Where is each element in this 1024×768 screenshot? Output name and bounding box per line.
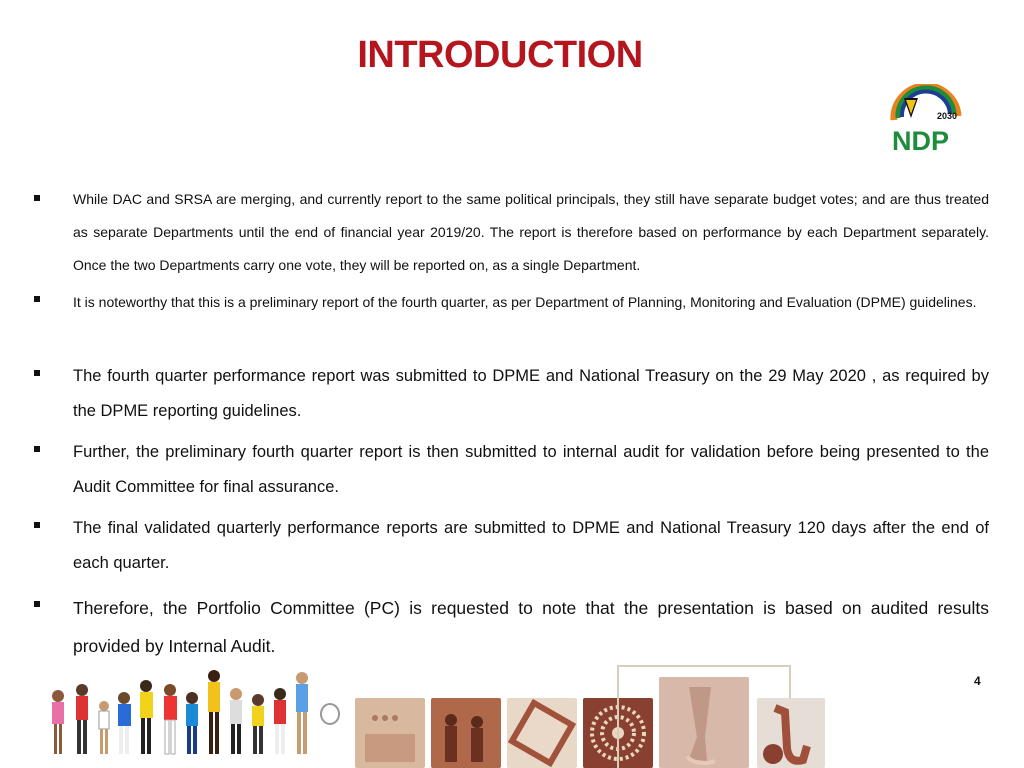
bullet-marker <box>34 370 40 376</box>
bullet-marker <box>34 296 40 302</box>
bullet-marker <box>34 195 40 201</box>
bullet-text: Further, the preliminary fourth quarter report is then submitted to internal audit for validation before being presented to the Audit Committee for final assurance. <box>73 443 989 496</box>
bullet-text: The fourth quarter performance report was submitted to DPME and National Treasury on the 29 May 2020 , as required by the DPME reporting guidelines. <box>73 367 989 420</box>
bullet-text: Therefore, the Portfolio Committee (PC) is requested to note that the presentation is based on audited results provided by Internal Audit. <box>73 598 989 656</box>
dancers-image <box>431 698 501 768</box>
page-number: 4 <box>974 674 981 688</box>
bullet-text: It is noteworthy that this is a preliminary report of the fourth quarter, as per Department of Planning, Monitoring and Evaluation (DPME) guidelines. <box>73 294 977 310</box>
slide-title: INTRODUCTION <box>357 34 643 76</box>
logo-brand: NDP <box>892 126 950 156</box>
logo-year: 2030 <box>937 111 958 121</box>
film-reel-image <box>507 698 577 768</box>
ballet-image <box>659 677 749 768</box>
saxophone-image <box>757 698 825 768</box>
bullet-marker <box>34 446 40 452</box>
bullet-text: While DAC and SRSA are merging, and currently report to the same political principals, they still have separate budget votes; and are thus treated as separate Departments until the end of financial year 2019/20. The report is therefore based on performance by each Department separately. Once the two Departments carry one vote, they will be reported on, as a single Department. <box>73 191 989 273</box>
bullet-text: The final validated quarterly performance reports are submitted to DPME and National Treasury 120 days after the end of each quarter. <box>73 519 989 572</box>
bullet-marker <box>34 522 40 528</box>
braille-image <box>355 698 425 768</box>
ndp-logo-icon <box>888 84 964 156</box>
bullet-marker <box>34 601 40 607</box>
sports-figures-image <box>30 660 350 768</box>
